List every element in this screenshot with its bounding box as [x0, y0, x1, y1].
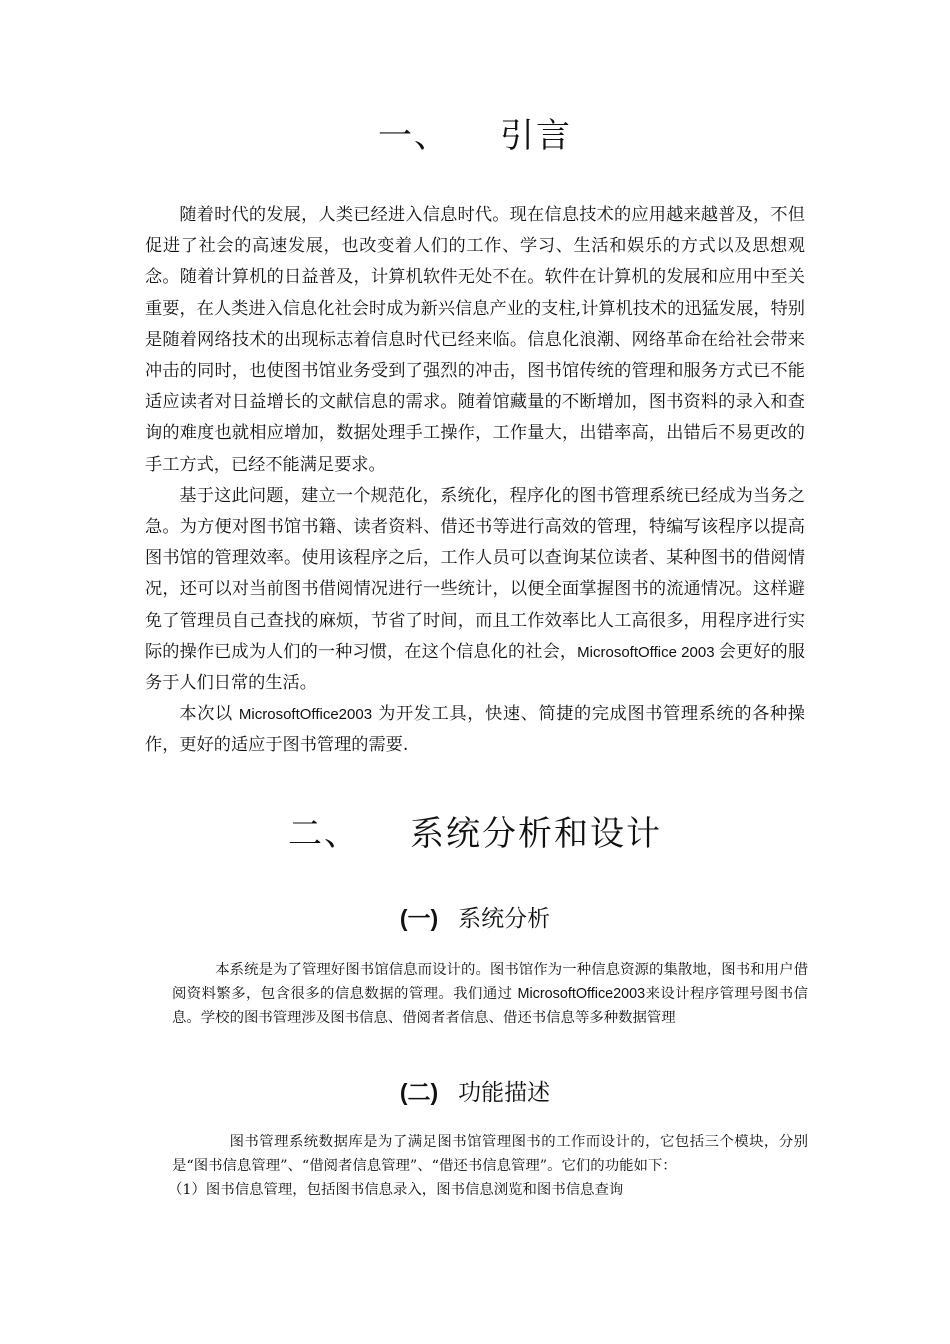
section-number: 一、 — [378, 116, 450, 156]
intro-paragraph-2 — [145, 481, 805, 699]
intro-paragraph-3-head: 本次以 — [179, 704, 233, 725]
intro-paragraph-2-text: 基于这此问题，建立一个规范化，系统化，程序化的图书管理系统已经成为当务之急。为方便对图书馆书籍、读者资料、借还书等进行高效的管理，特编写该程序以提高图书馆的管理效率。使用该程序之后，工作人员可以查询某位读者、某种图书的借阅情况，还可以对当前图书借阅情况进行一些统计，以便全面掌握图书的流通情况。这样避免了管理员自己查找的麻烦，节省了时间，而且工作效率比人工高很多，用程序进行实际的操作已成为人们的一种习惯，在这个信息化的社会， — [145, 485, 805, 662]
analysis-paragraph — [172, 958, 808, 1030]
section-heading-intro — [0, 108, 950, 157]
intro-paragraph-1: 随着时代的发展，人类已经进入信息时代。现在信息技术的应用越来越普及，不但促进了社会的高速发展，也改变着人们的工作、学习、生活和娱乐的方式以及思想观念。随着计算机的日益普及，计算机软件无处不在。软件在计算机的发展和应用中至关重要，在人类进入信息化社会时成为新兴信息产业的支柱,计算机技术的迅猛发展，特别是随着网络技术的出现标志着信息时代已经来临。信息化浪潮、网络革命在给社会带来冲击的同时，也使图书馆业务受到了强烈的冲击，图书馆传统的管理和服务方式已不能适应读者对日益增长的文献信息的需求。随着馆藏量的不断增加，图书资料的录入和查询的难度也就相应增加，数据处理手工操作，工作量大，出错率高，出错后不易更改的手工方式，已经不能满足要求。 — [145, 205, 805, 475]
intro-paragraph-2-tail: 会更好的服务于人们日常的生活。 — [145, 641, 805, 694]
function-body — [168, 1130, 808, 1202]
subsection-title: 系统分析 — [458, 906, 551, 932]
analysis-body — [172, 958, 808, 1030]
function-list-item-1: （1）图书信息管理，包括图书信息录入，图书信息浏览和图书信息查询 — [168, 1182, 624, 1198]
intro-paragraph-3 — [145, 699, 805, 761]
intro-paragraph-3-tail: 为开发工具，快速、简捷的完成图书管理系统的各种操作，更好的适应于图书管理的需要. — [145, 704, 805, 756]
subsection-number: (一) — [399, 905, 439, 931]
product-name: MicrosoftOffice 2003 — [577, 643, 715, 661]
section-title: 系统分析和设计 — [410, 814, 662, 854]
analysis-text-a: 本系统是为了管理好图书馆信息而设计的。图书馆作为一种信息资源的集散地，图书和用户借阅资料繁多，包含很多的信息数据的管理。我们通过 — [172, 962, 808, 1002]
product-name: MicrosoftOffice2003 — [517, 986, 646, 1002]
product-name: MicrosoftOffice2003 — [238, 706, 373, 724]
intro-body — [145, 200, 805, 762]
section-title: 引言 — [500, 116, 572, 156]
section-heading-analysis — [0, 806, 950, 855]
function-paragraph: 图书管理系统数据库是为了满足图书馆管理图书的工作而设计的，它包括三个模块，分别是“图书信息管理”、“借阅者信息管理”、“借还书信息管理”。它们的功能如下： — [172, 1134, 808, 1174]
subsection-title: 功能描述 — [458, 1080, 551, 1106]
analysis-text-b: 来设计程序管理号图书信息。学校的图书管理涉及图书信息、借阅者者信息、借还书信息等多种数据管理 — [172, 986, 808, 1026]
subsection-number: (二) — [399, 1079, 439, 1105]
section-number: 二、 — [288, 814, 360, 854]
subsection-heading-function — [0, 1074, 950, 1107]
subsection-heading-analysis — [0, 900, 950, 933]
